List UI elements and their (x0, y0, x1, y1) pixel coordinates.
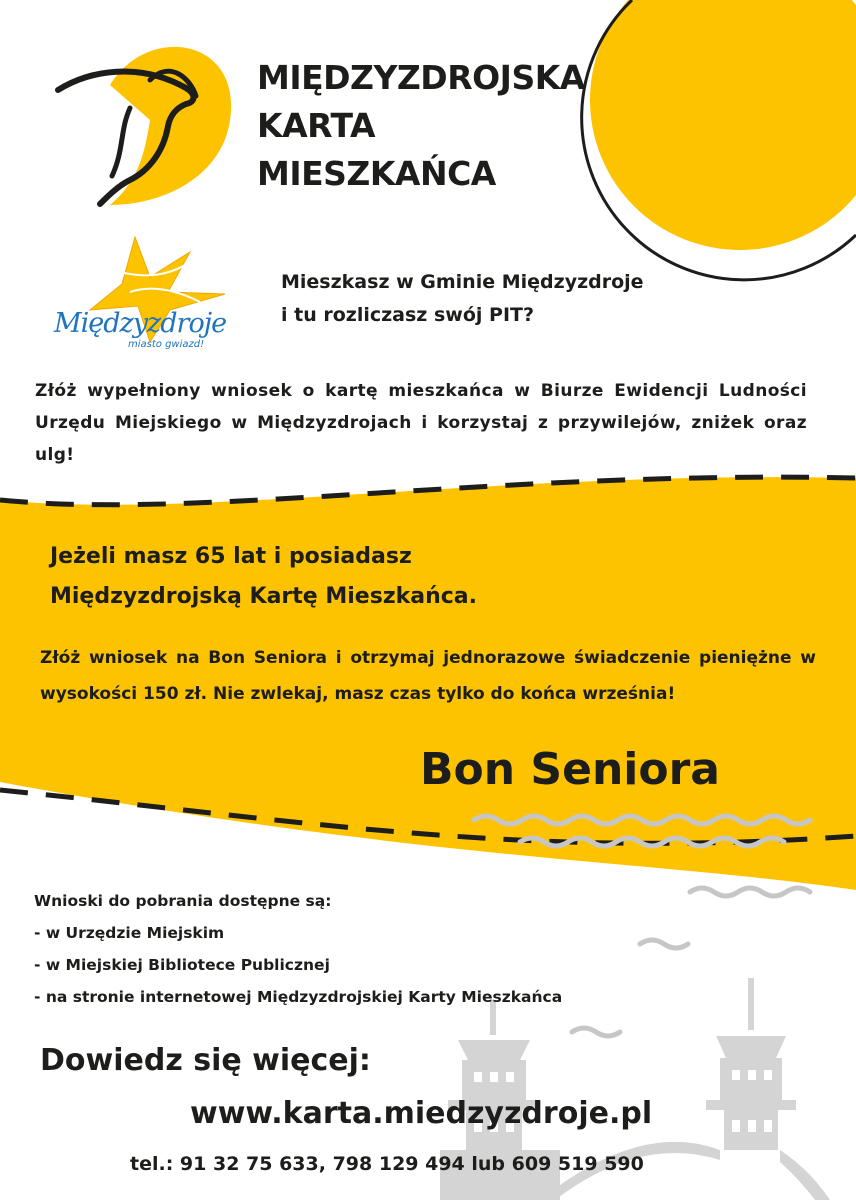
senior-body: Złóż wniosek na Bon Seniora i otrzymaj jednorazowe świadczenie pieniężne w wysokości 150 zł. Nie zwlekaj, masz czas tylko do końca września! (40, 648, 816, 704)
senior-heading-line2: Międzyzdrojską Kartę Mieszkańca. (50, 584, 478, 609)
list-item: - na stronie internetowej Międzyzdrojskiej Karty Mieszkańca (34, 988, 563, 1006)
bon-seniora-title: Bon Seniora (420, 744, 720, 795)
town-name: Międzyzdroje (54, 308, 227, 339)
brand-title (257, 54, 677, 198)
brand-title-line2: KARTA (257, 106, 376, 145)
senior-heading-line1: Jeżeli masz 65 lat i posiadasz (50, 544, 412, 569)
availability-heading: Wnioski do pobrania dostępne są: (34, 892, 332, 910)
website-link[interactable]: www.karta.miedzyzdroje.pl (190, 1096, 653, 1131)
list-item: - w Urzędzie Miejskim (34, 924, 225, 942)
bull-head-logo-icon (58, 47, 231, 205)
brand-title-line1: MIĘDZYZDROJSKA (257, 58, 585, 97)
intro-paragraph: Złóż wypełniony wniosek o kartę mieszkańca w Biurze Ewidencji Ludności Urzędu Miejskiego w Międzyzdrojach i korzystaj z przywilejów, zniżek oraz ulg! (35, 381, 807, 465)
learn-more-heading: Dowiedz się więcej: (40, 1043, 371, 1078)
question-line1: Mieszkasz w Gminie Międzyzdroje (281, 271, 644, 293)
senior-heading (50, 537, 690, 617)
resident-question (281, 266, 801, 332)
brand-title-line3: MIESZKAŃCA (257, 154, 496, 193)
question-line2: i tu rozliczasz swój PIT? (281, 304, 535, 326)
list-item: - w Miejskiej Bibliotece Publicznej (34, 956, 330, 974)
town-slogan: miasto gwiazd! (128, 339, 205, 350)
availability-list (34, 885, 694, 1013)
phone-numbers: tel.: 91 32 75 633, 798 129 494 lub 609 519 590 (130, 1153, 644, 1175)
